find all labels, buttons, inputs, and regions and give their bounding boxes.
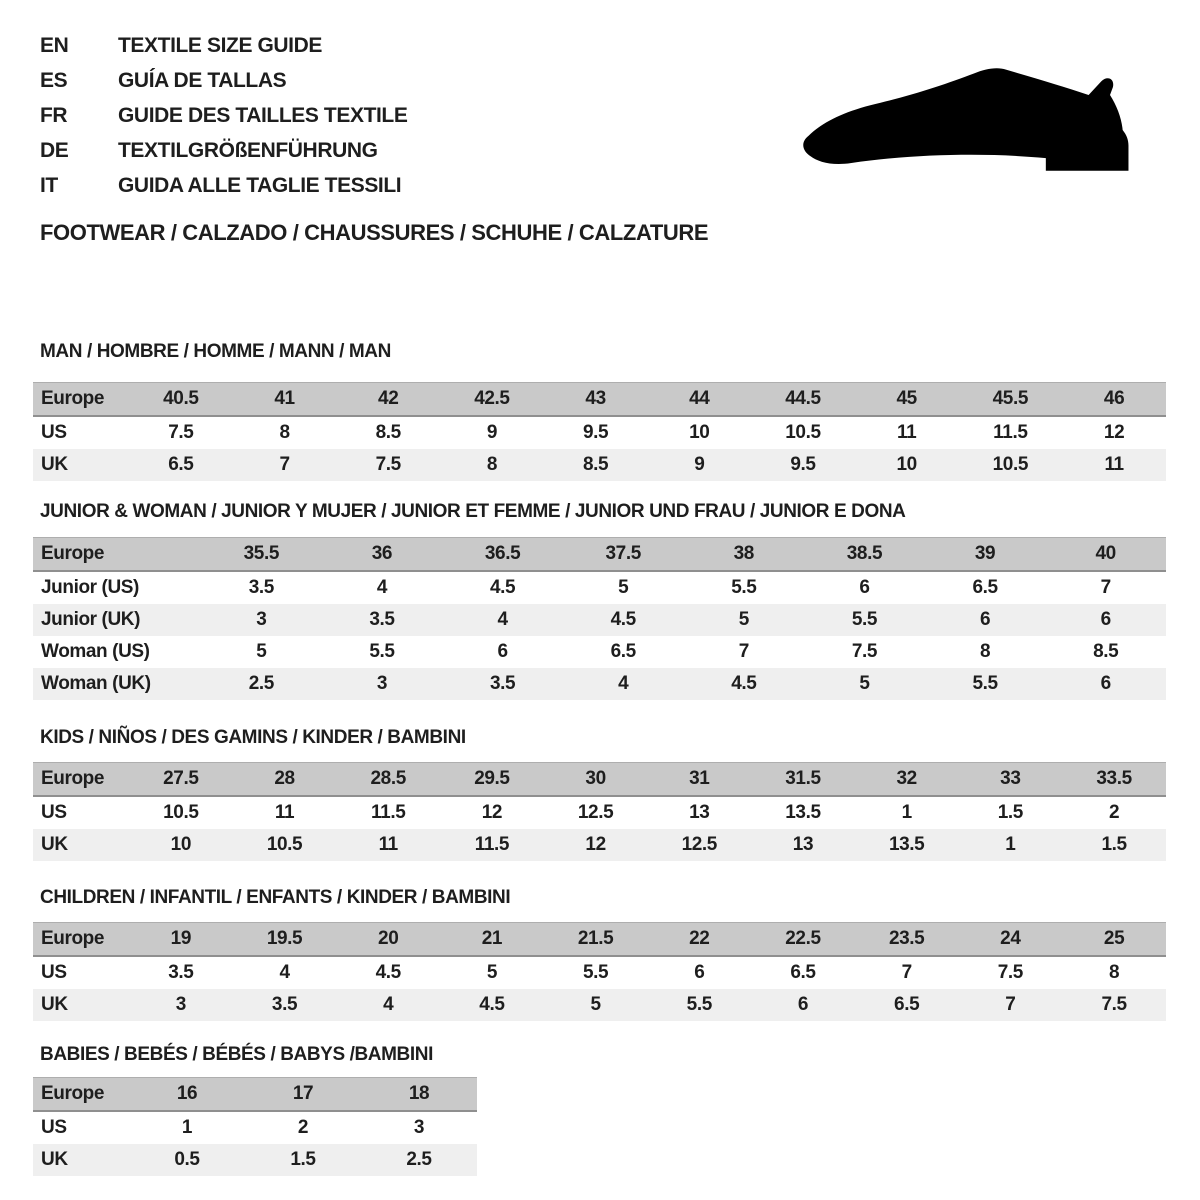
size-value: 3.5: [442, 668, 563, 700]
size-value: 6.5: [855, 989, 959, 1021]
size-value: 32: [855, 763, 959, 797]
size-value: 20: [336, 923, 440, 957]
size-value: 8.5: [375, 422, 401, 443]
size-value: 9: [486, 422, 497, 443]
size-value: 9.5: [582, 422, 609, 443]
table-row: [33, 1144, 477, 1176]
size-value: 4.5: [440, 989, 544, 1021]
size-value: 4.5: [563, 604, 684, 636]
size-value: 8: [279, 422, 290, 443]
size-value: 5.5: [804, 604, 925, 636]
size-value: 0.5: [129, 1144, 245, 1176]
size-value: 21: [440, 923, 544, 957]
size-value: 4: [563, 668, 684, 700]
size-value: 5.5: [731, 577, 757, 598]
size-value: 3: [322, 668, 443, 700]
size-value: 17: [245, 1078, 361, 1112]
row-label: Europe: [33, 538, 201, 572]
size-value: 6: [1045, 604, 1166, 636]
size-value: 5: [618, 577, 629, 598]
row-label: Europe: [33, 1078, 129, 1112]
size-value: 42.5: [440, 383, 544, 417]
dress-shoe-icon: [795, 58, 1145, 198]
table-row: [33, 416, 1166, 449]
size-value: 1: [181, 1117, 193, 1138]
size-value: 5: [684, 604, 805, 636]
size-value: 7.5: [336, 449, 440, 481]
size-value: 21.5: [544, 923, 648, 957]
size-value: 6.5: [610, 641, 636, 662]
size-value: 1.5: [997, 802, 1023, 823]
size-value: 4: [279, 962, 290, 983]
size-value: 7: [738, 641, 749, 662]
size-value: 46: [1062, 383, 1166, 417]
size-value: 18: [361, 1078, 477, 1112]
size-value: 42: [336, 383, 440, 417]
size-table-section-man: [33, 341, 1173, 481]
size-value: 43: [544, 383, 648, 417]
size-value: 33: [959, 763, 1063, 797]
language-row-it: [40, 168, 407, 203]
size-value: 3: [201, 604, 322, 636]
size-value: 5: [256, 641, 267, 662]
language-code: FR: [40, 103, 68, 127]
size-value: 4.5: [684, 668, 805, 700]
size-value: 19.5: [233, 923, 337, 957]
size-value: 1: [959, 829, 1063, 861]
size-value: 2: [1109, 802, 1120, 823]
size-value: 11.5: [371, 802, 406, 823]
table-row: [33, 956, 1166, 989]
size-value: 3.5: [233, 989, 337, 1021]
size-value: 12: [481, 802, 503, 823]
table-row: [33, 829, 1166, 861]
size-value: 10: [855, 449, 959, 481]
language-list: [40, 28, 407, 203]
size-value: 7.5: [851, 641, 878, 662]
size-value: 3.5: [248, 577, 274, 598]
size-value: 37.5: [563, 538, 684, 572]
size-value: 2.5: [361, 1144, 477, 1176]
size-value: 2: [297, 1117, 309, 1138]
size-value: 6.5: [972, 577, 998, 598]
size-value: 35.5: [201, 538, 322, 572]
size-value: 6.5: [790, 962, 816, 983]
size-value: 7: [959, 989, 1063, 1021]
size-value: 29.5: [440, 763, 544, 797]
size-value: 7: [1100, 577, 1111, 598]
size-value: 6: [925, 604, 1046, 636]
size-value: 7.5: [997, 962, 1023, 983]
size-value: 6: [497, 641, 508, 662]
size-value: 10.5: [785, 422, 821, 443]
row-label: UK: [33, 989, 129, 1021]
size-value: 13.5: [785, 802, 821, 823]
size-value: 11.5: [993, 422, 1028, 443]
size-value: 3.5: [322, 604, 443, 636]
table-row: [33, 989, 1166, 1021]
table-row: [33, 1078, 477, 1112]
size-table-section-children: [33, 887, 1173, 1021]
size-table-kids: [33, 762, 1166, 861]
size-value: 4: [336, 989, 440, 1021]
row-label: Woman (US): [41, 641, 150, 662]
language-code: ES: [40, 68, 68, 92]
table-row: [33, 1111, 477, 1144]
table-row: [33, 538, 1166, 572]
size-value: 3: [413, 1117, 425, 1138]
table-row: [33, 449, 1166, 481]
size-value: 10.5: [233, 829, 337, 861]
section-title-babies: BABIES / BEBÉS / BÉBÉS / BABYS /BAMBINI: [40, 1044, 433, 1065]
size-value: 9: [647, 449, 751, 481]
size-value: 36.5: [442, 538, 563, 572]
size-value: 12: [544, 829, 648, 861]
size-value: 22.5: [751, 923, 855, 957]
size-value: 10: [129, 829, 233, 861]
size-value: 28.5: [336, 763, 440, 797]
size-value: 11: [1062, 449, 1166, 481]
table-row: [33, 571, 1166, 604]
size-table-junior-woman: [33, 537, 1166, 700]
row-label: US: [41, 802, 67, 823]
row-label: Woman (UK): [33, 668, 201, 700]
size-value: 36: [322, 538, 443, 572]
size-value: 8.5: [1093, 641, 1119, 662]
section-title-junior-woman: JUNIOR & WOMAN / JUNIOR Y MUJER / JUNIOR ET FEMME / JUNIOR UND FRAU / JUNIOR E DONA: [40, 501, 906, 522]
section-title-man: MAN / HOMBRE / HOMME / MANN / MAN: [40, 341, 391, 362]
size-value: 13: [689, 802, 710, 823]
language-code: EN: [40, 33, 69, 57]
size-value: 6: [859, 577, 870, 598]
size-value: 3.5: [168, 962, 194, 983]
size-value: 27.5: [129, 763, 233, 797]
category-line: FOOTWEAR / CALZADO / CHAUSSURES / SCHUHE / CALZATURE: [40, 220, 709, 245]
row-label: UK: [33, 449, 129, 481]
size-value: 9.5: [751, 449, 855, 481]
size-value: 7: [901, 962, 912, 983]
size-value: 24: [959, 923, 1063, 957]
size-value: 38: [684, 538, 805, 572]
language-row-de: [40, 133, 407, 168]
size-value: 5.5: [647, 989, 751, 1021]
row-label: US: [41, 1117, 67, 1138]
size-value: 19: [129, 923, 233, 957]
size-value: 38.5: [804, 538, 925, 572]
language-label: GUIDE DES TAILLES TEXTILE: [118, 103, 408, 127]
language-code: IT: [40, 173, 58, 197]
size-value: 40.5: [129, 383, 233, 417]
size-value: 13.5: [855, 829, 959, 861]
row-label: UK: [33, 1144, 129, 1176]
size-value: 4: [442, 604, 563, 636]
table-row: [33, 604, 1166, 636]
size-value: 25: [1062, 923, 1166, 957]
size-value: 7.5: [168, 422, 194, 443]
size-value: 5.5: [369, 641, 395, 662]
size-value: 4: [376, 577, 388, 598]
size-value: 6: [751, 989, 855, 1021]
size-value: 4.5: [489, 577, 516, 598]
size-value: 10.5: [163, 802, 199, 823]
language-label: TEXTILE SIZE GUIDE: [118, 33, 322, 57]
size-table-children: [33, 922, 1166, 1021]
table-row: [33, 763, 1166, 797]
size-value: 5: [486, 962, 497, 983]
table-row: [33, 636, 1166, 668]
language-row-es: [40, 63, 407, 98]
row-label: Europe: [33, 923, 129, 957]
size-value: 6.5: [129, 449, 233, 481]
size-table-section-babies: [33, 1044, 1173, 1176]
size-value: 11: [897, 422, 917, 443]
size-value: 45: [855, 383, 959, 417]
language-label: GUIDA ALLE TAGLIE TESSILI: [118, 173, 402, 197]
size-value: 31.5: [751, 763, 855, 797]
size-value: 11: [336, 829, 440, 861]
size-table-section-kids: [33, 727, 1173, 861]
table-row: [33, 796, 1166, 829]
row-label: Europe: [33, 383, 129, 417]
size-value: 40: [1045, 538, 1166, 572]
size-value: 11.5: [440, 829, 544, 861]
size-value: 10.5: [959, 449, 1063, 481]
size-value: 22: [647, 923, 751, 957]
table-row: [33, 383, 1166, 417]
size-value: 3: [129, 989, 233, 1021]
row-label: UK: [33, 829, 129, 861]
size-value: 8: [1109, 962, 1120, 983]
size-value: 5: [544, 989, 648, 1021]
size-value: 5.5: [582, 962, 609, 983]
section-title-kids: KIDS / NIÑOS / DES GAMINS / KINDER / BAMBINI: [40, 727, 466, 748]
row-label: Europe: [33, 763, 129, 797]
size-value: 44: [647, 383, 751, 417]
size-value: 39: [925, 538, 1046, 572]
size-value: 16: [129, 1078, 245, 1112]
size-value: 11: [274, 802, 295, 823]
size-value: 1: [901, 802, 912, 823]
row-label: US: [41, 422, 67, 443]
size-value: 13: [751, 829, 855, 861]
size-value: 6: [694, 962, 705, 983]
size-table-babies: [33, 1077, 477, 1176]
size-value: 12: [1103, 422, 1125, 443]
language-row-fr: [40, 98, 407, 133]
size-value: 1.5: [245, 1144, 361, 1176]
size-value: 30: [544, 763, 648, 797]
size-value: 33.5: [1062, 763, 1166, 797]
row-label: Junior (US): [41, 577, 139, 598]
size-value: 44.5: [751, 383, 855, 417]
size-value: 8: [979, 641, 991, 662]
size-value: 1.5: [1062, 829, 1166, 861]
language-code: DE: [40, 138, 69, 162]
language-label: GUÍA DE TALLAS: [118, 68, 287, 92]
size-value: 2.5: [201, 668, 322, 700]
size-table-section-junior-woman: [33, 501, 1173, 700]
size-value: 12.5: [577, 802, 614, 823]
row-label: Junior (UK): [33, 604, 201, 636]
table-row: [33, 923, 1166, 957]
size-value: 4.5: [375, 962, 401, 983]
size-value: 41: [233, 383, 337, 417]
size-table-man: [33, 382, 1166, 481]
size-value: 28: [233, 763, 337, 797]
language-row-en: [40, 28, 407, 63]
size-value: 45.5: [959, 383, 1063, 417]
row-label: US: [41, 962, 67, 983]
size-value: 5.5: [925, 668, 1046, 700]
size-value: 7: [233, 449, 337, 481]
size-value: 5: [804, 668, 925, 700]
size-value: 23.5: [855, 923, 959, 957]
size-value: 10: [689, 422, 710, 443]
language-label: TEXTILGRÖßENFÜHRUNG: [118, 138, 378, 162]
size-value: 6: [1045, 668, 1166, 700]
size-value: 8: [440, 449, 544, 481]
size-value: 12.5: [647, 829, 751, 861]
table-row: [33, 668, 1166, 700]
size-value: 7.5: [1062, 989, 1166, 1021]
size-value: 31: [647, 763, 751, 797]
section-title-children: CHILDREN / INFANTIL / ENFANTS / KINDER / BAMBINI: [40, 887, 511, 908]
size-value: 8.5: [544, 449, 648, 481]
